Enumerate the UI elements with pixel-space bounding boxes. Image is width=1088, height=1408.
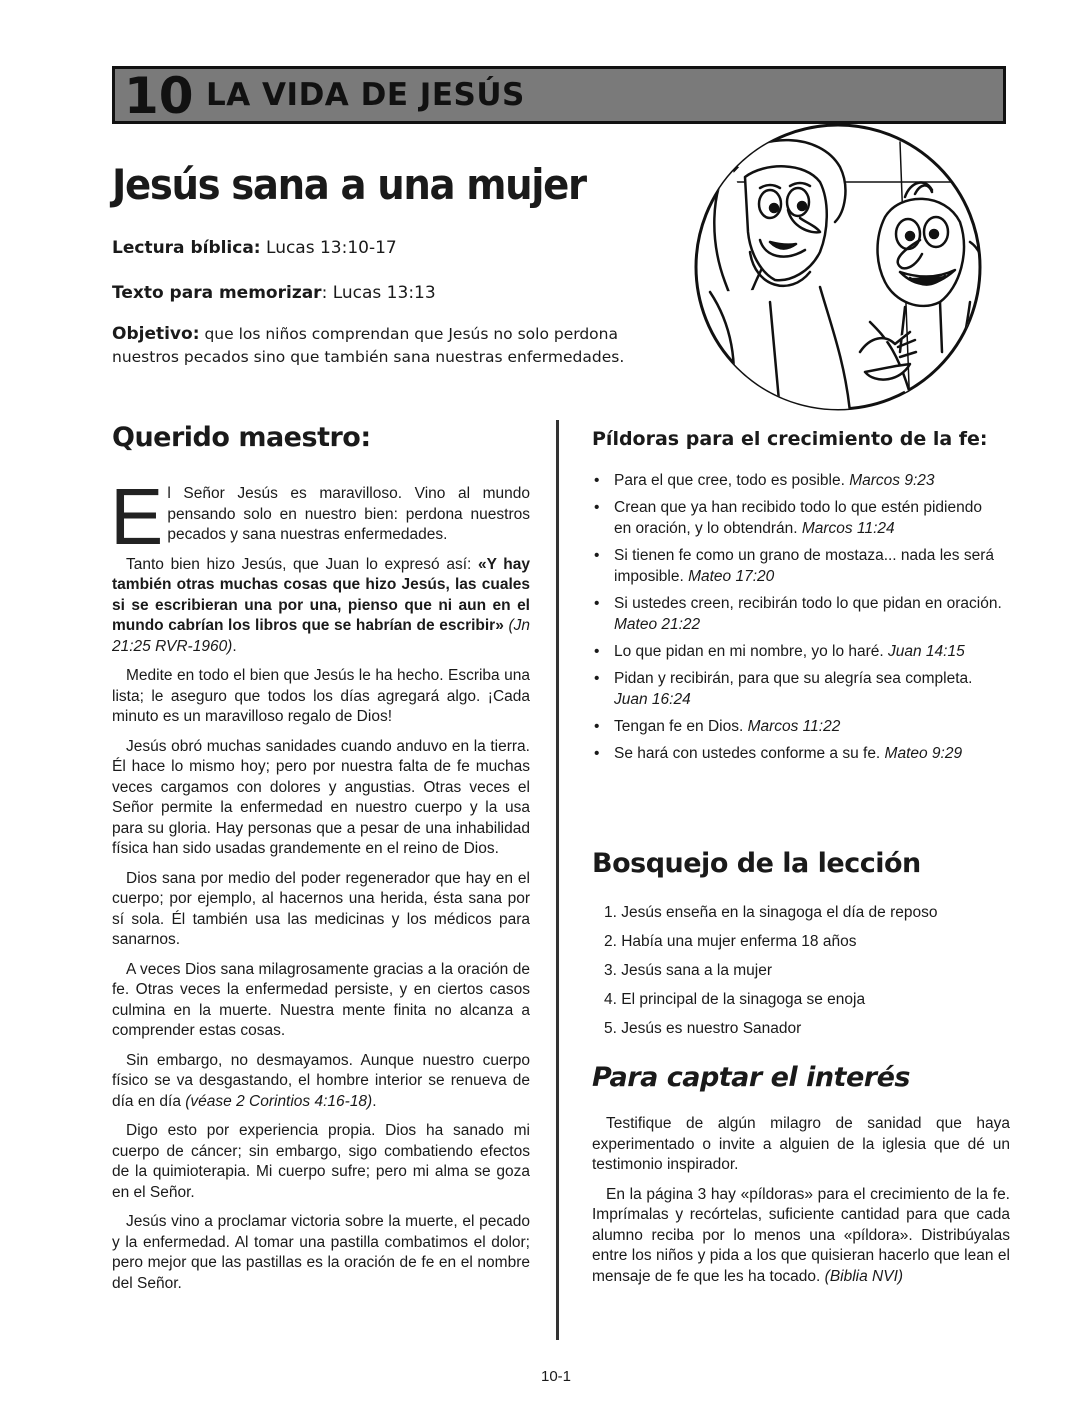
paragraph: A veces Dios sana milagrosamente gracias a la oración de fe. Otras veces la enfermedad persiste, y en ciertos casos culmina en la muerte. Nuestra mente finita no alcanza a comprender estas cosas.: [112, 960, 530, 1039]
column-divider: [556, 420, 559, 1340]
lesson-title: Jesús sana a una mujer: [112, 160, 586, 209]
list-item: • Tengan fe en Dios. Marcos 11:22: [594, 718, 841, 735]
list-item: 5. Jesús es nuestro Sanador: [604, 1020, 802, 1037]
list-item: 4. El principal de la sinagoga se enoja: [604, 991, 866, 1008]
list-item: • Si ustedes creen, recibirán todo lo que pidan en oración. Mateo 21:22: [594, 595, 1002, 633]
memory-value: : Lucas 13:13: [321, 283, 436, 303]
teacher-letter: [110, 472, 530, 1303]
page-number: 10-1: [541, 1368, 572, 1385]
objective-label: Objetivo:: [112, 324, 200, 344]
list-item: • Se hará con ustedes conforme a su fe. Mateo 9:29: [594, 745, 963, 762]
list-item: • Crean que ya han recibido todo lo que estén pidiendo en oración, y lo obtendrán. Marcos 11:24: [594, 499, 982, 537]
dropcap: E: [110, 472, 164, 561]
paragraph: Jesús vino a proclamar victoria sobre la muerte, el pecado y la enfermedad. Al tomar una pastilla combatimos el dolor; pero mejor que las pastillas es la oración de fe en el nombre del Señor.: [112, 1213, 530, 1292]
paragraph: En la página 3 hay «píldoras» para el crecimiento de la fe. Imprímalas y recórtelas, suficiente cantidad para que cada alumno reciba por lo menos una «píldora». Distribúyalas entre los niños y pida a los que quisieran hacerlo que lean el mensaje de fe que les ha tocado. (Biblia NVI): [592, 1185, 1010, 1285]
list-item: • Pidan y recibirán, para que su alegría sea completa. Juan 16:24: [594, 670, 973, 708]
list-item: 3. Jesús sana a la mujer: [604, 962, 773, 979]
reading-value: Lucas 13:10-17: [266, 238, 397, 258]
objective-text: que los niños comprendan que Jesús no solo perdona nuestros pecados sino que también sana nuestras enfermedades.: [112, 325, 625, 366]
pills-heading: Píldoras para el crecimiento de la fe:: [592, 428, 988, 450]
interest-text: [592, 1114, 1010, 1296]
reading-label: Lectura bíblica:: [112, 238, 261, 258]
pills-list: [592, 470, 1002, 770]
reading-line: [112, 238, 397, 258]
memory-line: [112, 283, 436, 303]
list-item: • Si tienen fe como un grano de mostaza... nada les será imposible. Mateo 17:20: [594, 547, 994, 585]
paragraph: Sin embargo, no desmayamos. Aunque nuestro cuerpo físico se va desgastando, el hombre interior se renueva de día en día (véase 2 Corintios 4:16-18).: [112, 1051, 530, 1110]
paragraph: El Señor Jesús es maravilloso. Vino al mundo pensando solo en nuestro bien: perdona nuestros pecados y sana nuestras enfermedades.: [110, 472, 530, 561]
lesson-number: 10: [124, 67, 194, 125]
paragraph: Jesús obró muchas sanidades cuando anduvo en la tierra. Él hace lo mismo hoy; pero por nuestra falta de fe muchas veces cargamos con dolores y angustias. Otras veces el Señor permite la enfermedad en nuestro cuerpo y la usa para su gloria. Hay personas que a pesar de una inhabilidad física han sido usadas grandemente en el reino de Dios.: [112, 737, 530, 857]
paragraph: Tanto bien hizo Jesús, que Juan lo expresó así: «Y hay también otras muchas cosas que hizo Jesús, las cuales si se escribieran una por una, pienso que ni aun en el mundo cabrían los libros que se habrían de escribir» (Jn 21:25 RVR-1960).: [112, 555, 530, 655]
memory-label: Texto para memorizar: [112, 283, 322, 303]
list-item: 2. Había una mujer enferma 18 años: [604, 933, 857, 950]
paragraph: Medite en todo el bien que Jesús le ha hecho. Escriba una lista; le aseguro que todos los días agregará algo. ¡Cada minuto es un maravilloso regalo de Dios!: [112, 667, 530, 725]
outline-list: [604, 898, 938, 1043]
paragraph: Testifique de algún milagro de sanidad que haya experimentado o invite a alguien de la iglesia que dé un testimonio inspirador.: [592, 1115, 1010, 1173]
unit-title: LA VIDA DE JESÚS: [206, 77, 525, 113]
list-item: • Para el que cree, todo es posible. Marcos 9:23: [594, 472, 935, 489]
teacher-heading: Querido maestro:: [112, 422, 371, 453]
illustration-jesus-and-man: [670, 122, 1006, 412]
list-item: 1. Jesús enseña en la sinagoga el día de reposo: [604, 904, 938, 921]
paragraph: Dios sana por medio del poder regenerador que hay en el cuerpo; por ejemplo, al hacernos una herida, ésta sana por sí sola. Él también usa las medicinas y los médicos para sanarnos.: [112, 869, 530, 948]
list-item: • Lo que pidan en mi nombre, yo lo haré. Juan 14:15: [594, 643, 965, 660]
interest-heading: Para captar el interés: [592, 1062, 910, 1093]
outline-heading: Bosquejo de la lección: [592, 848, 921, 879]
paragraph: Digo esto por experiencia propia. Dios ha sanado mi cuerpo de cáncer; sin embargo, sigo combatiendo efectos de la quimioterapia. Mi cuerpo sufre; pero mi alma se goza en el Señor.: [112, 1122, 530, 1201]
objective: [112, 323, 652, 369]
